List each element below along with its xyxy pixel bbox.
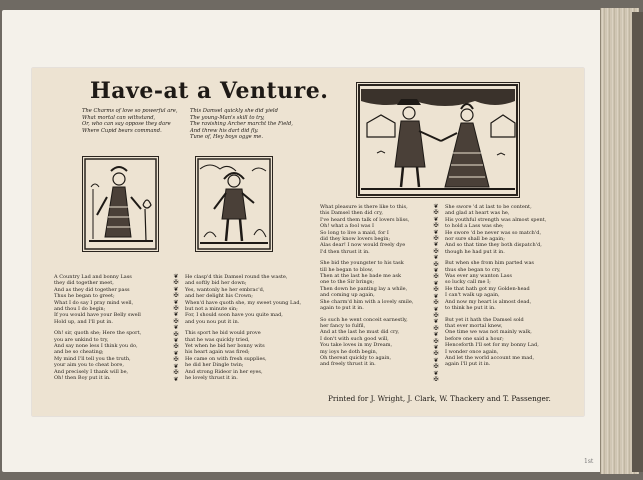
ballad-sheet <box>32 68 584 416</box>
stanza: But when she from him parted was thus she began to cry, Was ever any wanton Lass so lucky call me I; He that hath got my Golden-head I can't walk up again, And now my heart is almost dead, to think he put it in. <box>445 260 534 312</box>
verse-column-3 <box>320 204 413 373</box>
book-cover-edge <box>632 12 643 472</box>
column-divider-ornament: ❦ ✠ ❦ ✠ ❦ ✠ ❦ ✠ ❦ ✠ ❦ ✠ ❦ ✠ ❦ ✠ ❦ ✠ ❦ ✠ ❦ ✠ ❦ ✠ ❦ ✠ ❦ ✠ <box>433 203 439 383</box>
stanza: So such he went conceit earnestly, her fancy to fulfil, And at the last he must did cry, I don't with such good will, You take loves in my Dream, my ioys he doth begin, Oh thereat quickly to again, and freely thrust it in. <box>320 316 408 368</box>
verse-column-2 <box>185 274 301 387</box>
ballad-title: Have-at a Venture. <box>90 78 329 104</box>
stanza: A Country Lad and bonny Lass they did together meet, And as they did together pass Thus he began to greet; What I do say I pray mind well, and thou I do begin; If you would have your Belly swell Hold up, and I'll put in. <box>54 274 141 325</box>
printer-imprint: Printed for J. Wright, J. Clark, W. Thackery and T. Passenger. <box>328 394 551 403</box>
stanza: This sport he bid would prove that he was quickly tried, Yet when he bid her bonny wits his heart again was fired; He came on with fresh supplies, he did her Dingle twin; And strong Rideor in her eyes, he lovely thrust it in. <box>185 330 267 382</box>
stanza: He clasp'd this Damsel round the waste, and softly bid her down; Yes, wantonly he her embrac'd, and her delight his Crown; When'd have quoth she, my sweet young Lad, but not a minute sin; For, I should soon have you quite mad, and you nou put it in. <box>185 274 302 325</box>
stanza: Oh! sir, quoth she; Here the sport, you are unkind to try, And say none less I think you do, and be so cheating; My mind I'll tell you the truth, your aim you to cheat bore, And precisely I thank will be, Oh! then Boy put it in. <box>54 330 142 382</box>
intro-verse-right: This Damsel quickly she did yield The young-Man's skill to try, The ravishing Archer marcht the Field, And threw his dart did fly. Tune of, Hey boys ogge me. <box>190 108 293 141</box>
stanza: What pleasure is there like to this, this Damsel then did cry, I've heard them talk of lovers bliss, Oh! what a fool was I So long to live a maid, for I did they know lovers begin; Alas dear! I now would freely dye I'd then thrust it in. <box>320 204 410 255</box>
stanza: She swore 'd at last to be content, and glad at heart was he, His youthful strength was almost spent, to hold a Lass was she; He swore 'd be never was so match'd, nor sure shall be again; And so that time they both dispatch'd, though he had put it in. <box>445 204 547 255</box>
stanza: But yet it hath the Damsel sold that ever mortal knew, One time we was not mainly walk, before one said a hour; Henceforth I'll set for my bonny Lad, I wonder once again, And let the world account me mad, again I'll put it in. <box>445 316 539 368</box>
woodcut-couple-icon <box>356 82 520 198</box>
verse-column-1 <box>54 274 141 387</box>
library-stamp: 1st <box>584 458 594 465</box>
woodcut-woman-icon <box>82 156 159 252</box>
stanza: She bid the youngster to his task till he began to blow, Then at the last he bade me ask one to the Sir brings; Then down he panting lay a while, and coming up again, She charm'd him with a lovely smile, again to put it in. <box>320 260 414 312</box>
intro-verse-left: The Charms of love so powerful are, What mortal can withstand, Or, who can say oppose they dare Where Cupid bears command. <box>82 108 178 134</box>
column-divider-ornament: ❦ ✠ ❦ ✠ ❦ ✠ ❦ ✠ ❦ ✠ ❦ ✠ ❦ ✠ ❦ ✠ ❦ <box>173 273 179 383</box>
verse-column-4 <box>445 204 546 373</box>
woodcut-man-icon <box>195 156 273 252</box>
